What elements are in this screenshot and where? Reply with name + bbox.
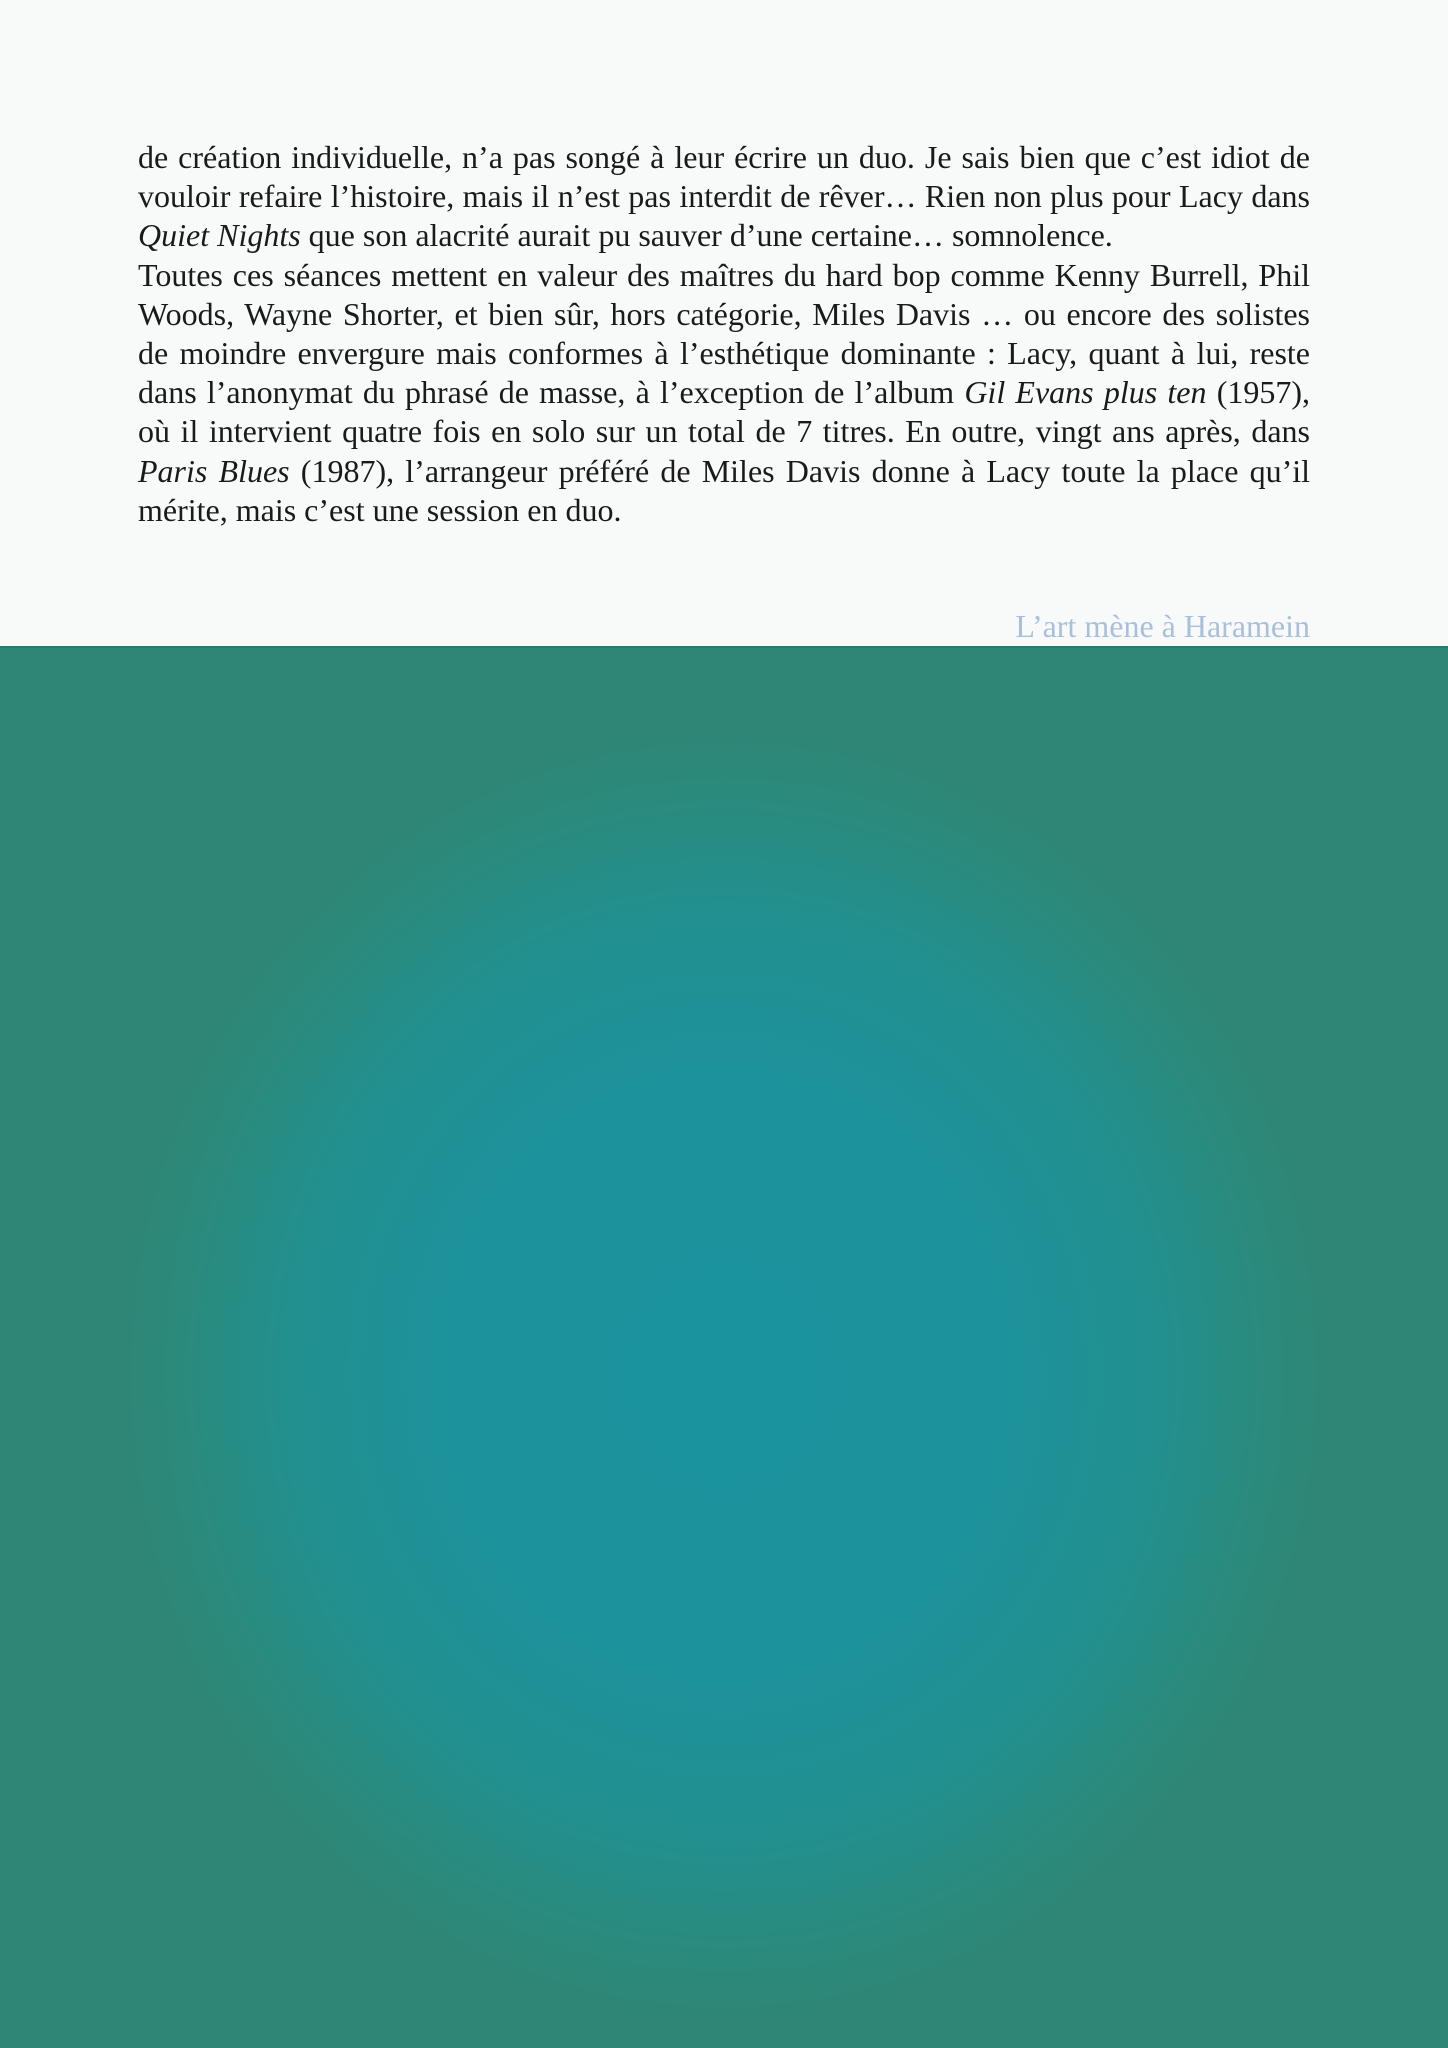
album-title-quiet-nights: Quiet Nights — [138, 217, 301, 254]
article-body — [138, 138, 1310, 530]
article-signature: L’art mène à Haramein — [1015, 608, 1310, 644]
paragraph-2-text-a: Toutes ces séances mettent en valeur des maîtres du hard bop comme Kenny Burrell, Phil Woods, Wayne Shorter, et bien sûr, hors catégorie, Miles Davis … ou encore des solistes de moindre envergure mais conformes à l’esthétique dominante : Lacy, quant à lui, reste dans l’anonymat du phrasé de masse, à l’exception de l’album — [138, 256, 1310, 411]
paragraph-2-text-c: (1987), l’arrangeur préféré de Miles Davis donne à Lacy toute la place qu’il mérite, mais c’est une session en duo. — [138, 452, 1311, 528]
teal-radial-cover-panel — [0, 646, 1448, 2048]
paragraph-1-text-b: que son alacrité aurait pu sauver d’une certaine… somnolence. — [300, 217, 1113, 254]
album-title-gil-evans-plus-ten: Gil Evans plus ten — [964, 374, 1207, 411]
paragraph-2 — [138, 256, 1310, 530]
paragraph-1-text-a: de création individuelle, n’a pas songé à leur écrire un duo. Je sais bien que c’est idiot de vouloir refaire l’histoire, mais il n’est pas interdit de rêver… Rien non plus pour Lacy dans — [138, 139, 1310, 215]
album-title-paris-blues: Paris Blues — [138, 452, 290, 489]
article-page — [0, 0, 1448, 646]
paragraph-1 — [138, 138, 1310, 256]
paragraph-2-text-b: (1957), où il intervient quatre fois en solo sur un total de 7 titres. En outre, vingt ans après, dans — [138, 374, 1311, 450]
